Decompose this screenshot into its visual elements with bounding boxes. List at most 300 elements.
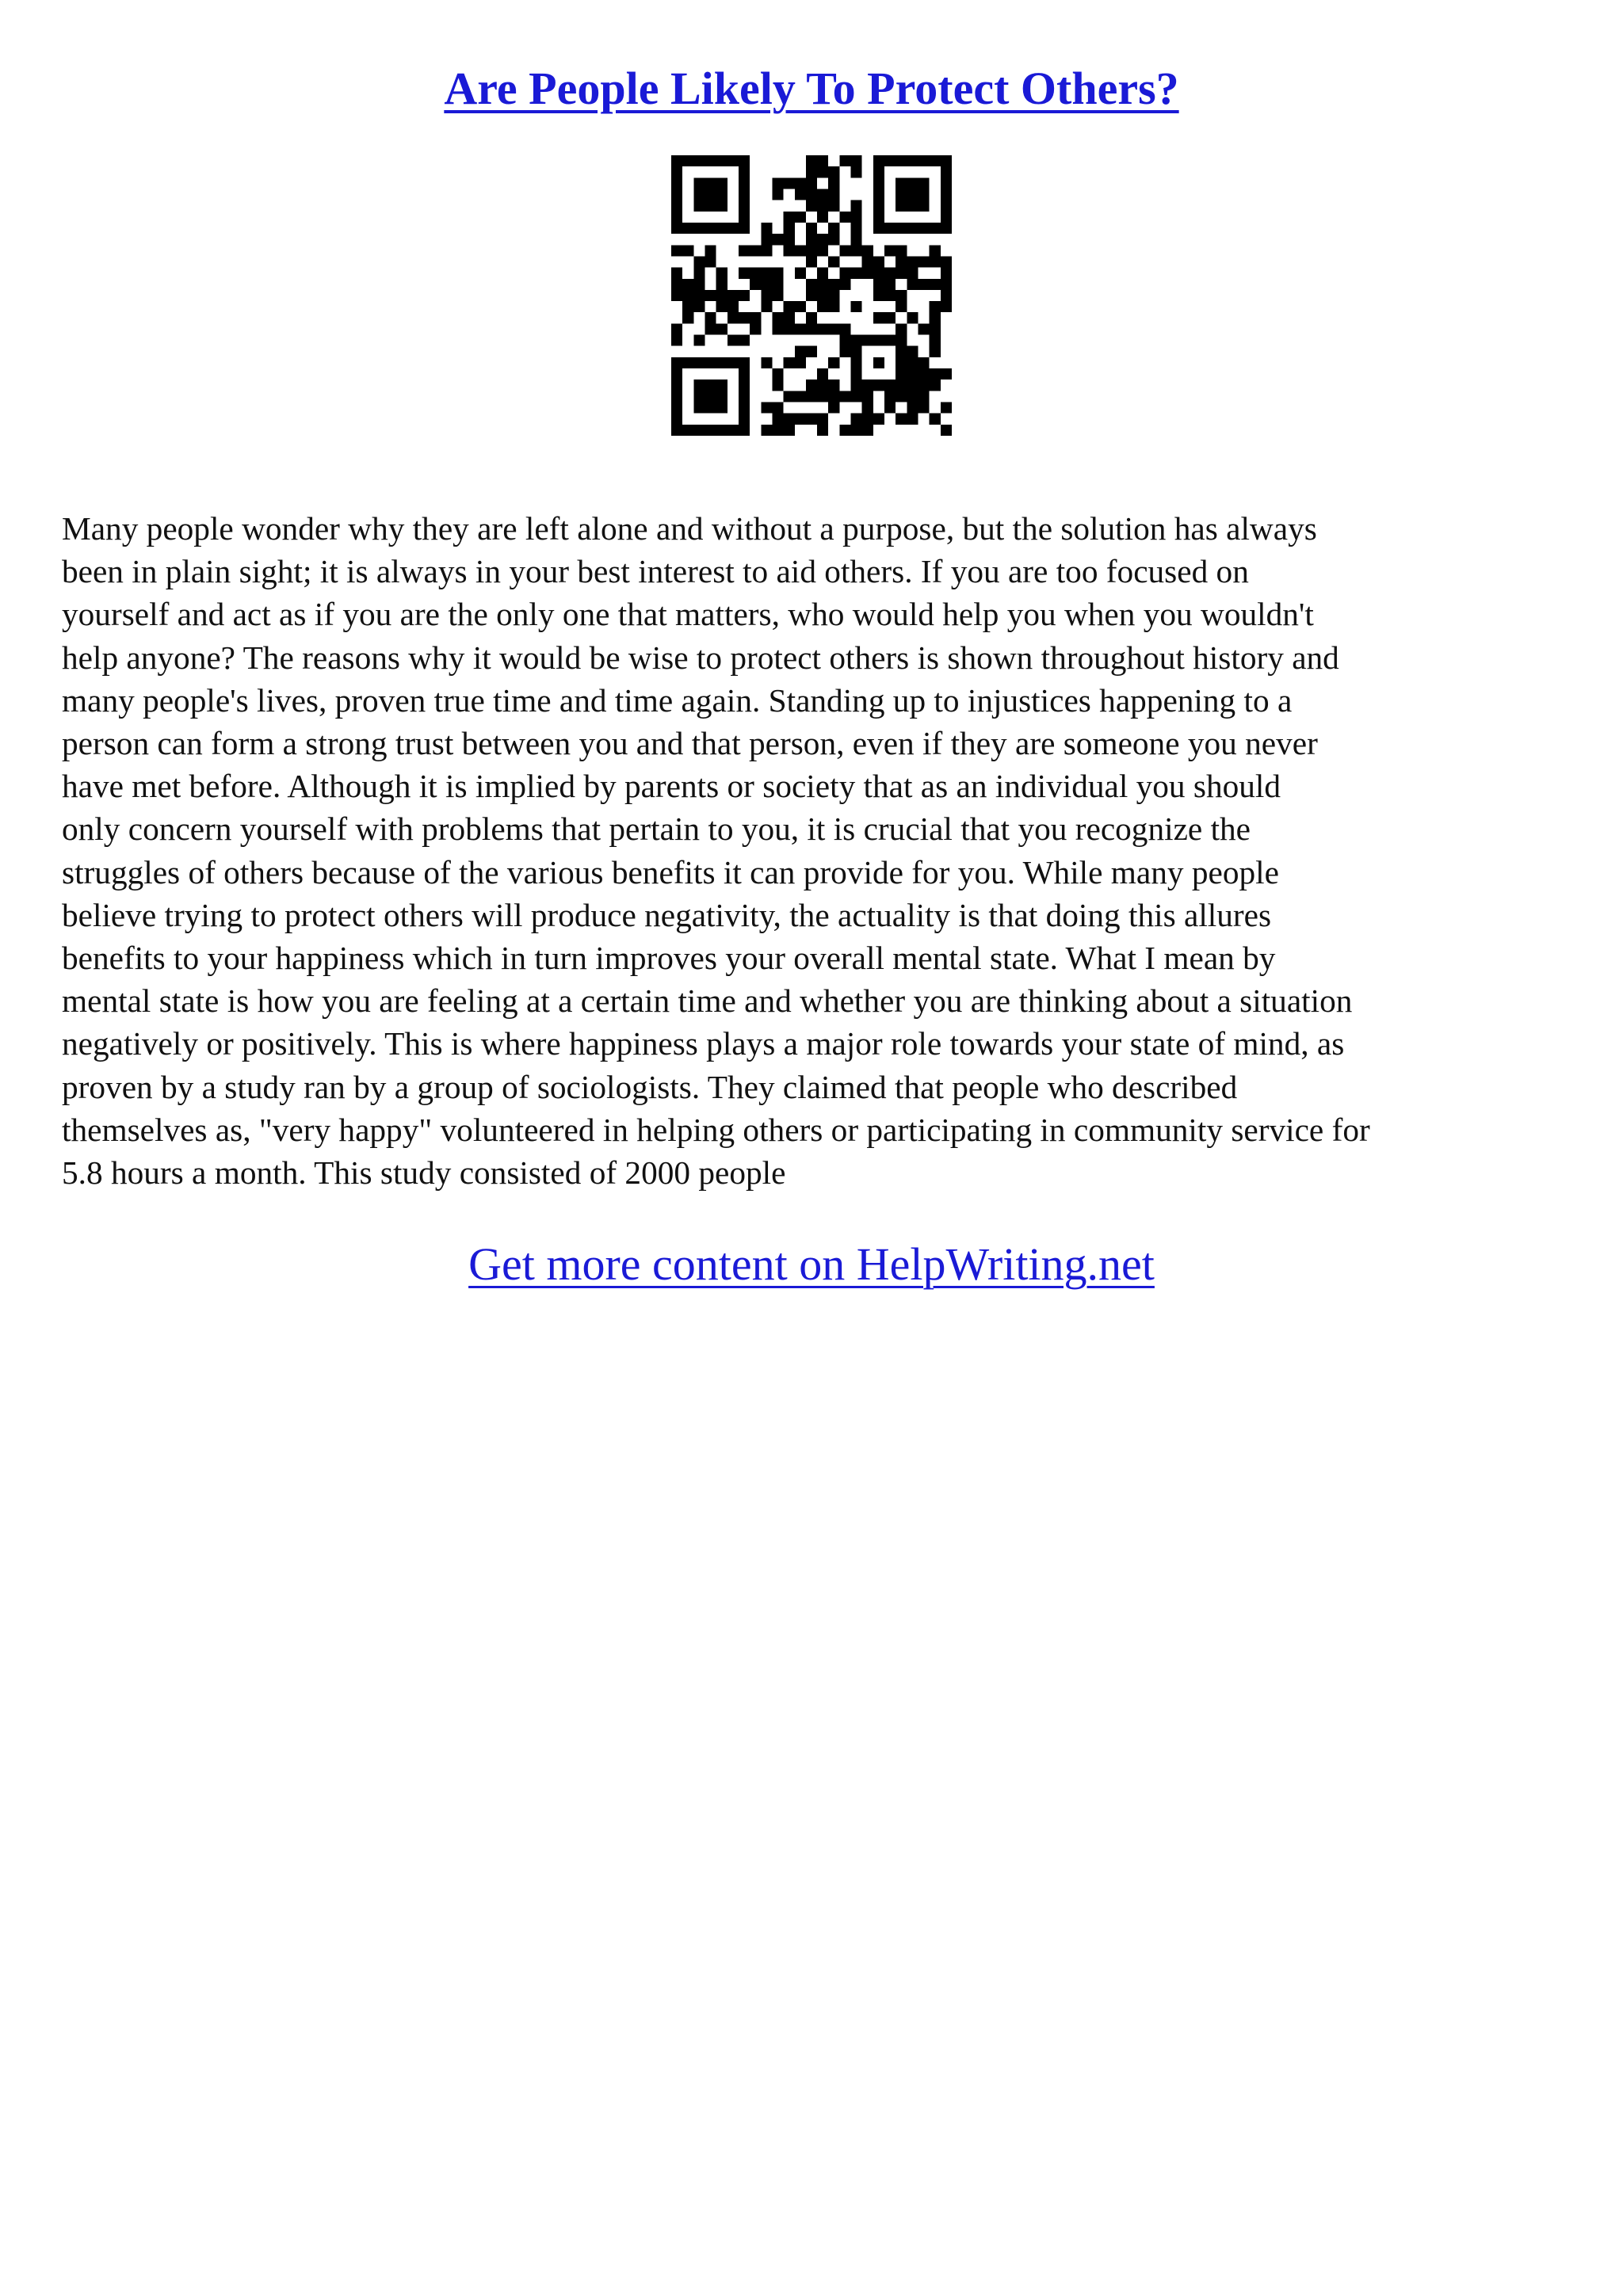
qr-module [806,414,817,425]
qr-module [739,177,750,189]
qr-module [828,290,839,301]
body-line: help anyone? The reasons why it would be wise to protect others is shown throughout history and [62,639,1339,676]
qr-module [884,379,896,391]
qr-module [930,335,941,346]
qr-module [907,379,918,391]
qr-module [941,368,952,379]
qr-module [772,177,783,189]
qr-module [750,312,761,323]
qr-module [682,312,693,323]
qr-module [851,245,862,256]
qr-module [761,290,772,301]
qr-module [705,379,716,391]
qr-module [671,379,682,391]
qr-module [761,279,772,290]
qr-module [851,268,862,279]
qr-module [851,391,862,402]
qr-code-icon [671,155,952,436]
qr-module [884,279,896,290]
qr-module [941,301,952,312]
qr-module [941,166,952,177]
qr-module [806,256,817,267]
qr-module [839,245,850,256]
qr-module [671,279,682,290]
qr-module [705,323,716,334]
qr-module [693,256,705,267]
qr-module [884,402,896,414]
qr-module [862,425,873,436]
qr-module [839,212,850,223]
qr-module [907,177,918,189]
qr-module [907,256,918,267]
qr-module [671,268,682,279]
qr-module [739,414,750,425]
qr-module [806,234,817,245]
qr-module [941,290,952,301]
qr-module [705,312,716,323]
qr-module [705,200,716,212]
qr-module [828,234,839,245]
qr-module [727,425,739,436]
qr-module [784,391,795,402]
qr-module [671,223,682,234]
qr-module [828,189,839,200]
qr-module [930,346,941,357]
body-line: mental state is how you are feeling at a certain time and whether you are thinking about a situation [62,982,1353,1020]
qr-module [806,155,817,166]
qr-module [739,425,750,436]
qr-module [705,402,716,414]
qr-module [727,290,739,301]
document-title-link[interactable]: Are People Likely To Protect Others? [444,63,1179,114]
qr-module [739,212,750,223]
qr-module [828,279,839,290]
qr-module [817,189,828,200]
qr-module [862,414,873,425]
qr-module [772,234,783,245]
qr-module [930,155,941,166]
qr-module [918,391,930,402]
qr-module [941,223,952,234]
body-line: believe trying to protect others will produce negativity, the actuality is that doing this allures [62,896,1272,933]
qr-module [839,279,850,290]
qr-module [693,189,705,200]
qr-module [839,346,850,357]
qr-module [896,379,907,391]
qr-module [828,223,839,234]
qr-module [896,177,907,189]
qr-module [873,166,884,177]
qr-module [817,212,828,223]
qr-module [930,301,941,312]
qr-module [784,414,795,425]
qr-module [896,391,907,402]
qr-module [705,155,716,166]
qr-module [851,212,862,223]
qr-module [918,177,930,189]
qr-module [772,323,783,334]
body-line: many people's lives, proven true time and time again. Standing up to injustices happening to a [62,681,1293,719]
qr-module [716,155,727,166]
qr-module [671,189,682,200]
qr-module [705,425,716,436]
qr-module [716,279,727,290]
qr-module [716,323,727,334]
body-line: negatively or positively. This is where happiness plays a major role towards your state of mind, as [62,1025,1345,1062]
qr-module [727,155,739,166]
qr-module [884,245,896,256]
qr-module [817,268,828,279]
qr-module [705,245,716,256]
qr-module [941,402,952,414]
qr-module [941,268,952,279]
qr-module [851,425,862,436]
qr-module [817,245,828,256]
qr-module [739,245,750,256]
qr-module [930,245,941,256]
qr-module [739,357,750,368]
qr-module [806,346,817,357]
qr-module [671,245,682,256]
qr-module [907,155,918,166]
qr-module [828,177,839,189]
qr-module [739,166,750,177]
qr-module [941,279,952,290]
qr-module [772,379,783,391]
qr-module [693,379,705,391]
qr-module [671,368,682,379]
qr-module [784,312,795,323]
qr-module [750,323,761,334]
qr-module [739,200,750,212]
qr-module [716,301,727,312]
qr-module [705,189,716,200]
qr-module [907,357,918,368]
qr-module [851,234,862,245]
qr-module [884,155,896,166]
qr-module [795,189,806,200]
qr-module [873,155,884,166]
qr-module [918,402,930,414]
qr-module [907,346,918,357]
qr-module [851,379,862,391]
qr-module [693,425,705,436]
qr-module [705,223,716,234]
qr-module [817,234,828,245]
qr-module [671,357,682,368]
qr-module [896,414,907,425]
body-line: benefits to your happiness which in turn improves your overall mental state. What I mean by [62,940,1276,977]
qr-module [795,245,806,256]
qr-module [828,323,839,334]
qr-module [896,323,907,334]
qr-module [851,346,862,357]
qr-module [750,245,761,256]
qr-module [873,279,884,290]
qr-module [739,189,750,200]
qr-module [873,177,884,189]
qr-module [873,268,884,279]
qr-module [896,301,907,312]
qr-module [884,223,896,234]
qr-module [671,212,682,223]
qr-module [907,391,918,402]
body-line: proven by a study ran by a group of sociologists. They claimed that people who described [62,1068,1238,1105]
qr-module [918,256,930,267]
body-line: Many people wonder why they are left alone and without a purpose, but the solution has always [62,510,1317,547]
qr-module [930,379,941,391]
qr-module [941,425,952,436]
qr-module [828,301,839,312]
qr-module [817,379,828,391]
qr-module [873,256,884,267]
qr-module [851,166,862,177]
qr-module [828,166,839,177]
qr-module [795,268,806,279]
qr-module [930,414,941,425]
qr-module [806,379,817,391]
qr-module [739,290,750,301]
qr-module [716,223,727,234]
body-line: person can form a strong trust between you and that person, even if they are someone you never [62,725,1318,762]
helpwriting-link[interactable]: Get more content on HelpWriting.net [468,1238,1155,1290]
qr-module [941,256,952,267]
qr-module [739,312,750,323]
qr-module [682,301,693,312]
qr-module [862,245,873,256]
qr-module [671,155,682,166]
qr-module [671,177,682,189]
qr-module [671,425,682,436]
qr-module [873,212,884,223]
qr-module [828,357,839,368]
qr-module [817,323,828,334]
body-line: only concern yourself with problems that pertain to you, it is crucial that you recognize the [62,810,1251,848]
qr-module [941,177,952,189]
qr-module [896,335,907,346]
qr-module [941,200,952,212]
qr-module [918,323,930,334]
qr-module [693,335,705,346]
qr-module [907,402,918,414]
qr-module [896,155,907,166]
qr-module [795,357,806,368]
qr-module [795,391,806,402]
qr-module [930,368,941,379]
qr-module [907,312,918,323]
qr-module [873,357,884,368]
qr-module [772,268,783,279]
qr-module [907,268,918,279]
qr-module [896,368,907,379]
qr-module [896,245,907,256]
qr-module [716,177,727,189]
qr-module [941,155,952,166]
qr-module [828,379,839,391]
qr-module [873,414,884,425]
qr-module [784,177,795,189]
qr-module [918,189,930,200]
qr-module [727,335,739,346]
qr-module [862,379,873,391]
body-line: yourself and act as if you are the only one that matters, who would help you when you wouldn't [62,596,1314,633]
qr-module [716,268,727,279]
qr-module [862,402,873,414]
qr-module [716,200,727,212]
qr-module [907,414,918,425]
qr-module [784,323,795,334]
qr-module [784,425,795,436]
qr-module [817,166,828,177]
qr-module [784,357,795,368]
qr-module [918,357,930,368]
qr-module [739,402,750,414]
qr-module [907,223,918,234]
qr-module [896,256,907,267]
qr-module [795,212,806,223]
qr-module [772,425,783,436]
qr-module [739,268,750,279]
qr-module [806,189,817,200]
qr-module [671,402,682,414]
qr-module [806,279,817,290]
qr-module [671,290,682,301]
qr-module [693,223,705,234]
body-paragraph [62,507,1568,1194]
qr-module [727,223,739,234]
qr-module [930,312,941,323]
qr-module [828,391,839,402]
qr-module [873,290,884,301]
qr-module [761,425,772,436]
qr-module [806,223,817,234]
qr-module [907,189,918,200]
qr-module [682,290,693,301]
qr-module [682,155,693,166]
qr-module [739,223,750,234]
qr-module [930,323,941,334]
qr-module [671,391,682,402]
qr-module [907,279,918,290]
qr-module [839,335,850,346]
qr-module [839,323,850,334]
qr-module [873,335,884,346]
qr-module [839,268,850,279]
qr-module [930,256,941,267]
qr-module [873,189,884,200]
qr-module [828,402,839,414]
qr-module [705,391,716,402]
qr-module [806,391,817,402]
qr-module [784,245,795,256]
qr-module [828,256,839,267]
qr-module [705,357,716,368]
qr-module [727,301,739,312]
qr-module [671,335,682,346]
qr-module [693,357,705,368]
qr-module [693,391,705,402]
qr-module [750,268,761,279]
qr-module [761,234,772,245]
qr-module [806,245,817,256]
qr-module [918,155,930,166]
qr-module [784,212,795,223]
qr-module [817,279,828,290]
qr-module [817,414,828,425]
qr-module [795,177,806,189]
qr-module [671,200,682,212]
qr-module [851,155,862,166]
body-line: themselves as, "very happy" volunteered in helping others or participating in community service for [62,1111,1370,1148]
qr-module [795,323,806,334]
qr-module [682,223,693,234]
qr-module [671,166,682,177]
qr-module [682,245,693,256]
qr-module [806,323,817,334]
qr-module [862,256,873,267]
qr-module [739,155,750,166]
qr-module [716,425,727,436]
qr-module [896,223,907,234]
qr-module [851,368,862,379]
body-line: 5.8 hours a month. This study consisted of 2000 people [62,1154,786,1192]
qr-module [693,279,705,290]
qr-module [930,279,941,290]
qr-module [851,414,862,425]
qr-module [761,268,772,279]
qr-module [896,290,907,301]
qr-module [705,177,716,189]
qr-module [817,391,828,402]
qr-module [784,301,795,312]
qr-module [817,155,828,166]
qr-module [716,357,727,368]
qr-module [716,379,727,391]
qr-module [671,414,682,425]
qr-module [772,368,783,379]
qr-module [739,368,750,379]
qr-module [806,312,817,323]
qr-module [739,391,750,402]
qr-module [851,357,862,368]
qr-module [693,268,705,279]
qr-module [772,414,783,425]
qr-module [795,301,806,312]
qr-module [896,268,907,279]
qr-module [693,290,705,301]
qr-module [873,312,884,323]
qr-module [693,301,705,312]
qr-module [839,155,850,166]
qr-module [784,223,795,234]
qr-module [705,256,716,267]
qr-module [727,357,739,368]
qr-module [750,279,761,290]
qr-module [896,357,907,368]
qr-module [851,223,862,234]
qr-module [839,425,850,436]
qr-module [873,200,884,212]
qr-module [918,368,930,379]
body-line: been in plain sight; it is always in your best interest to aid others. If you are too focused on [62,553,1249,590]
qr-module [772,279,783,290]
qr-module [817,368,828,379]
qr-module [795,346,806,357]
qr-module [806,177,817,189]
qr-module [828,200,839,212]
qr-module [682,357,693,368]
qr-module [727,312,739,323]
